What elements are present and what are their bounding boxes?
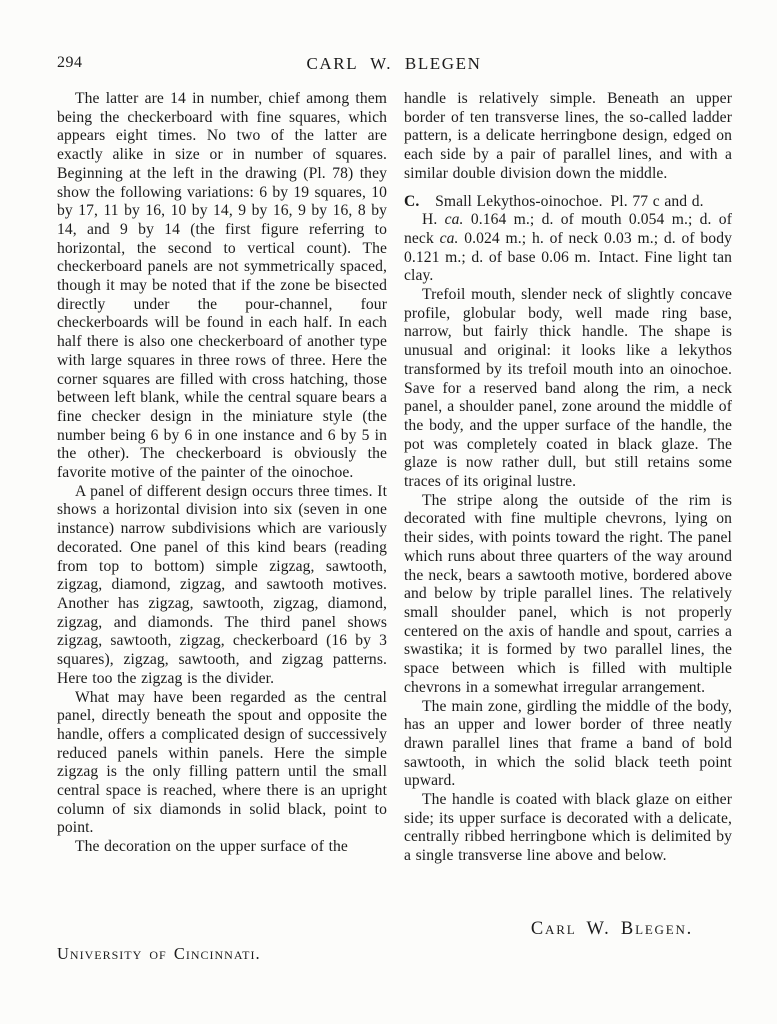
paragraph-decoration-start: The decoration on the upper surface of the xyxy=(75,838,348,856)
left-column xyxy=(57,90,387,857)
paragraph-handle-glaze: The handle is coated with black glaze on either side; its upper surface is decorated with a delicate, centrally ribbed herringbone which is delimited by a single transverse line above and below. xyxy=(404,791,732,865)
paragraph-main-zone: The main zone, girdling the middle of the body, has an upper and lower border of three neatly drawn parallel lines that frame a band of bold sawtooth, in which the solid black teeth point upward. xyxy=(404,697,732,790)
catalog-entry-heading: C. Small Lekythos-oinochoe. Pl. 77 c and d. xyxy=(404,192,704,210)
institution-line: University of Cincinnati. xyxy=(57,944,261,963)
paragraph-central-panel: What may have been regarded as the central panel, directly beneath the spout and opposite the handle, offers a complicated design of successively reduced panels within panels. Here the simple zigzag is the only filling pattern until the small central space is reached, where there is an upright column of six diamonds in solid black, point to point. xyxy=(57,688,387,837)
paragraph-shape-description: Trefoil mouth, slender neck of slightly concave profile, globular body, well made ring base, narrow, but fairly thick handle. The shape is unusual and original: it looks like a lekythos transformed by its trefoil mouth into an oinochoe. Save for a reserved band along the rim, a neck panel, a shoulder panel, zone around the middle of the body, and the upper surface of the handle, the pot was completely coated in black glaze. The glaze is now rather dull, but still retains some traces of its original lustre. xyxy=(404,286,732,491)
page-number: 294 xyxy=(57,54,83,71)
paragraph-checkerboards: The latter are 14 in number, chief among them being the checkerboard with fine squares, which appears eight times. No two of the latter are exactly alike in size or in number of squares. Beginning at the left in the drawing (Pl. 78) they show the following variations: 6 by 19 squares, 10 by 17, 11 by 16, 10 by 14, 9 by 16, 9 by 16, 8 by 14, and 9 by 14 (the first figure referring to horizontal, the second to vertical count). The checkerboard panels are not symmetrically spaced, though it may be noted that if the zone be bisected directly under the pour-channel, four checkerboards will be found in each half. In each half there is also one checkerboard of another type with large squares in three rows of three. Here the corner squares are filled with cross hatching, those between left blank, while the central square bears a fine checker design in the miniature style (the number being 6 by 6 in one instance and 6 by 5 in the other). The checkerboard is obviously the favorite motive of the painter of the oinochoe. xyxy=(57,90,387,482)
paragraph-rim-stripe: The stripe along the outside of the rim is decorated with fine multiple chevrons, lying on their sides, with points toward the right. The panel which runs about three quarters of the way around the neck, bears a sawtooth motive, bordered above and below by triple parallel lines. The relatively small shoulder panel, which is not properly centered on the axis of handle and spout, carries a swastika; it is formed by two parallel lines, the space between which is filled with multiple chevrons in a somewhat irregular arrangement. xyxy=(404,491,732,696)
right-column xyxy=(404,90,732,866)
page-header xyxy=(57,54,731,76)
author-signature: Carl W. Blegen. xyxy=(530,919,694,939)
paragraph-panel-design: A panel of different design occurs three times. It shows a horizontal division into six (seven in one instance) narrow subdivisions which are variously decorated. One panel of this kind bears (reading from top to bottom) simple zigzag, sawtooth, zigzag, diamond, zigzag, and sawtooth motives. Another has zigzag, sawtooth, zigzag, diamond, zigzag, and diamonds. The third panel shows zigzag, sawtooth, zigzag, checkerboard (16 by 3 squares), zigzag, sawtooth, and zigzag patterns. Here too the zigzag is the divider. xyxy=(57,482,387,687)
paragraph-measurements: H. ca. 0.164 m.; d. of mouth 0.054 m.; d. of neck ca. 0.024 m.; h. of neck 0.03 m.; d. of body 0.121 m.; d. of base 0.06 m. Intact. Fine light tan clay. xyxy=(404,211,732,285)
running-title: CARL W. BLEGEN xyxy=(306,54,482,73)
paragraph-handle-continuation: handle is relatively simple. Beneath an upper border of ten transverse lines, the so-called ladder pattern, is a delicate herringbone design, edged on each side by a pair of parallel lines, and with a similar double division down the middle. xyxy=(404,90,732,182)
